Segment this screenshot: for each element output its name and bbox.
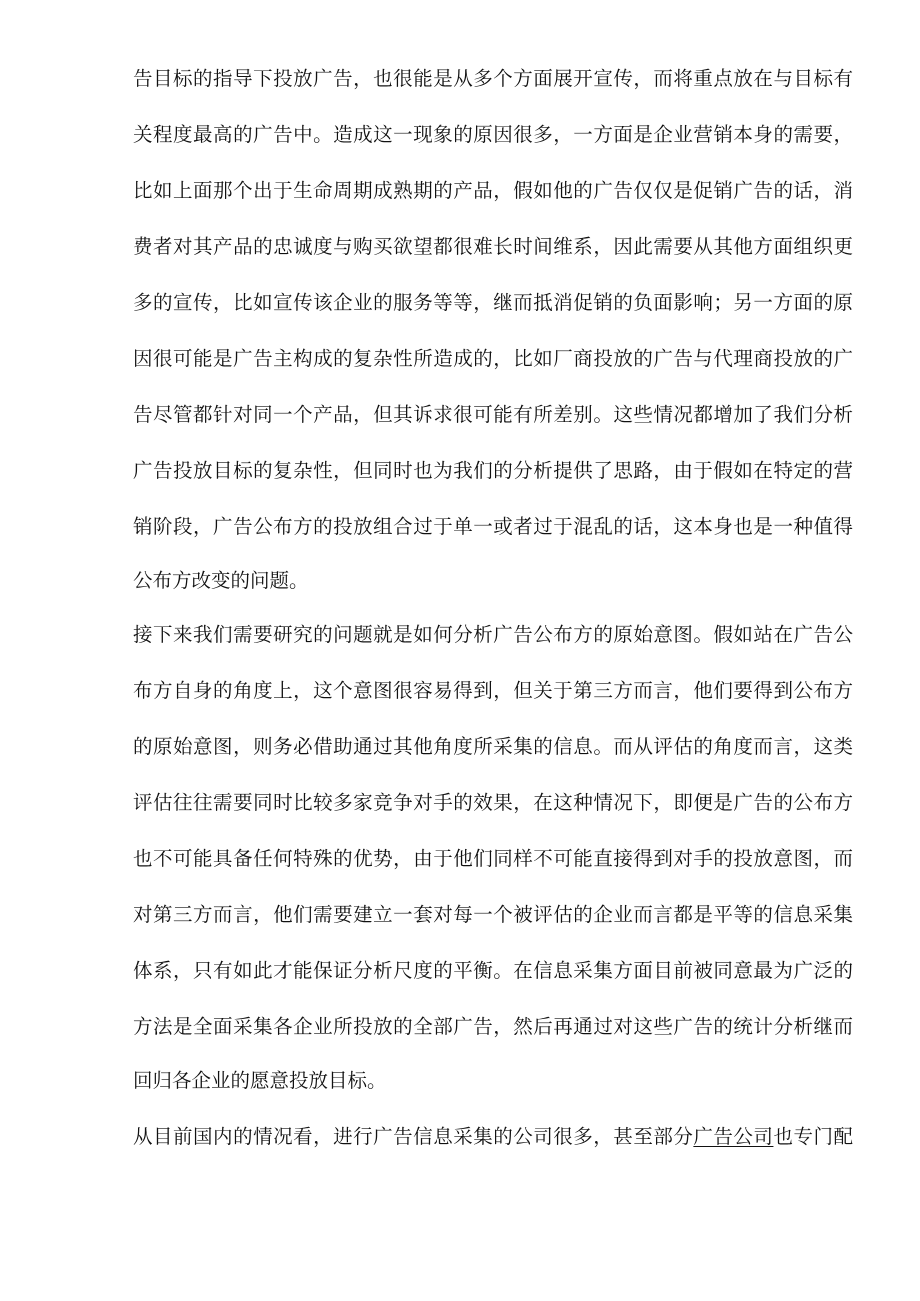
text-line: 对第三方而言，他们需要建立一套对每一个被评估的企业而言都是平等的信息采集: [133, 903, 853, 926]
text-line: 布方自身的角度上，这个意图很容易得到，但关于第三方而言，他们要得到公布方: [133, 679, 853, 702]
text-line: 公布方改变的问题。: [133, 569, 309, 592]
ad-company-link[interactable]: 广告公司: [693, 1125, 774, 1148]
text-line: 评估往往需要同时比较多家竞争对手的效果，在这种情况下，即便是广告的公布方: [133, 791, 853, 814]
text-line: 广告投放目标的复杂性，但同时也为我们的分析提供了思路，由于假如在特定的营: [133, 459, 853, 482]
text-line: 方法是全面采集各企业所投放的全部广告，然后再通过对这些广告的统计分析继而: [133, 1015, 853, 1038]
text-segment: 从目前国内的情况看，进行广告信息采集的公司很多，甚至部分: [133, 1125, 694, 1148]
text-line: 费者对其产品的忠诚度与购买欲望都很难长时间维系，因此需要从其他方面组织更: [133, 235, 853, 258]
text-line: 体系，只有如此才能保证分析尺度的平衡。在信息采集方面目前被同意最为广泛的: [133, 959, 853, 982]
text-line: 的原始意图，则务必借助通过其他角度所采集的信息。而从评估的角度而言，这类: [133, 735, 853, 758]
text-line: [133, 1122, 853, 1152]
text-line: 告尽管都针对同一个产品，但其诉求很可能有所差别。这些情况都增加了我们分析: [133, 403, 853, 426]
text-line: 多的宣传，比如宣传该企业的服务等等，继而抵消促销的负面影响；另一方面的原: [133, 291, 853, 314]
text-line: 接下来我们需要研究的问题就是如何分析广告公布方的原始意图。假如站在广告公: [133, 623, 853, 646]
text-line: 比如上面那个出于生命周期成熟期的产品，假如他的广告仅仅是促销广告的话，消: [133, 179, 853, 202]
text-segment: 也专门配: [773, 1125, 853, 1148]
text-line: 关程度最高的广告中。造成这一现象的原因很多，一方面是企业营销本身的需要，: [133, 123, 853, 146]
text-line: 销阶段，广告公布方的投放组合过于单一或者过于混乱的话，这本身也是一种值得: [133, 515, 853, 538]
text-line: 告目标的指导下投放广告，也很能是从多个方面展开宣传，而将重点放在与目标有: [133, 67, 853, 90]
text-line: 也不可能具备任何特殊的优势，由于他们同样不可能直接得到对手的投放意图，而: [133, 847, 853, 870]
text-line: 因很可能是广告主构成的复杂性所造成的，比如厂商投放的广告与代理商投放的广: [133, 347, 853, 370]
text-line: 回归各企业的愿意投放目标。: [133, 1069, 387, 1092]
